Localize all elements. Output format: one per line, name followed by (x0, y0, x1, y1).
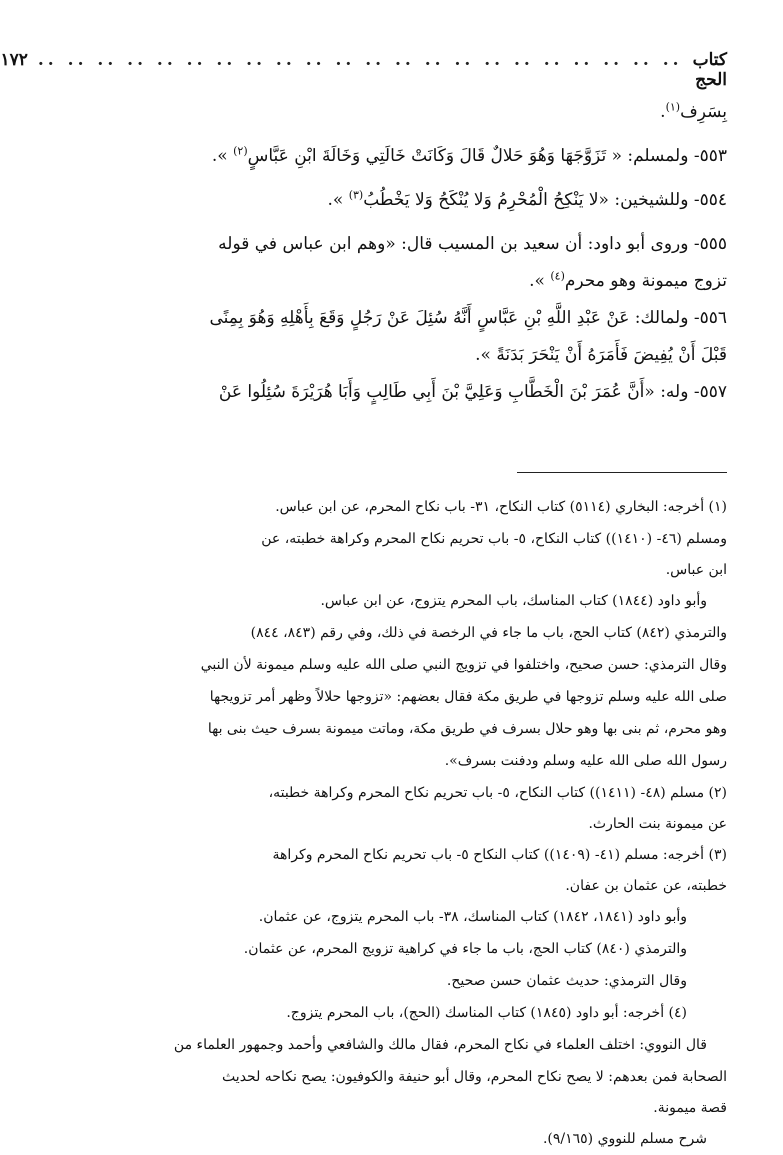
footnote-line: الصحابة فمن بعدهم: لا يصح نكاح المحرم، وقال أبو حنيفة والكوفيون: يصح نكاحه لحديث (222, 1069, 727, 1085)
footnote-line: عن ميمونة بنت الحارث. (588, 816, 727, 832)
footnote-line: قال النووي: اختلف العلماء في نكاح المحرم، فقال مالك والشافعي وأحمد وجمهور العلماء من (173, 1037, 707, 1053)
hadith-555-cont: تزوج ميمونة وهو محرم$^{(٤)}$ ». (529, 269, 727, 291)
footnote-line: ابن عباس. (665, 562, 727, 578)
footnote-4: (٤) أخرجه: أبو داود (١٨٤٥) كتاب المناسك (الحج)، باب المحرم يتزوج. (286, 1005, 687, 1021)
footnote-separator (517, 472, 727, 473)
footnote-line: والترمذي (٨٤٠) كتاب الحج، باب ما جاء في كراهية تزويج المحرم، عن عثمان. (243, 941, 687, 957)
footnote-line: وقال الترمذي: حديث عثمان حسن صحيح. (446, 973, 687, 989)
footnote-line: وقال الترمذي: حسن صحيح، واختلفوا في تزويج النبي صلى الله عليه وسلم ميمونة لأن النبي (200, 657, 727, 673)
footnote-ref: (٣) (348, 188, 364, 202)
hadith-553: ٥٥٣- ولمسلم: « تَزَوَّجَهَا وَهُوَ حَلالٌ قَالَ وَكَانَتْ خَالَتِي وَخَالَةَ ابْنِ عَبَّاسٍ$^{(٢)}$ ». (211, 144, 727, 166)
footnote-line: وأبو داود (١٨٤١، ١٨٤٢) كتاب المناسك، ٣٨- باب المحرم يتزوج، عن عثمان. (258, 909, 687, 925)
main-text (107, 90, 727, 414)
footnote-ref: (٢) (233, 144, 248, 158)
footnote-1: (١) أخرجه: البخاري (٥١١٤) كتاب النكاح، ٣١- باب نكاح المحرم، عن ابن عباس. (275, 499, 727, 515)
footnote-line: رسول الله صلى الله عليه وسلم ودفنت بسرف». (444, 753, 727, 769)
footnote-line: ومسلم (٤٦- (١٤١٠)) كتاب النكاح، ٥- باب تحريم نكاح المحرم وكراهة خطبته، عن (261, 531, 727, 547)
footnote-line: وأبو داود (١٨٤٤) كتاب المناسك، باب المحرم يتزوج، عن ابن عباس. (320, 593, 707, 609)
running-header (0, 50, 727, 90)
footnote-line: وهو محرم، ثم بنى بها وهو حلال بسرف في طريق مكة، وماتت ميمونة بسرف حيث بنى بها (207, 721, 727, 737)
footnote-line: والترمذي (٨٤٢) كتاب الحج، باب ما جاء في الرخصة في ذلك، وفي رقم (٨٤٣، ٨٤٤) (250, 625, 727, 641)
hadith-554: ٥٥٤- وللشيخين: «لا يَنْكِحُ الْمُحْرِمُ وَلا يُنْكَحُ وَلا يَخْطُبُ$^{(٣)}$ ». (327, 188, 727, 210)
footnote-ref: (٤) (550, 269, 565, 283)
leader-dots: .. .. .. .. .. .. .. .. .. .. .. .. .. .. .. .. .. .. .. .. .. .. (37, 50, 683, 70)
book-page (0, 50, 727, 1155)
footnotes (107, 491, 727, 1155)
hadith-556-cont: قَبْلَ أَنْ يُفِيضَ فَأَمَرَهُ أَنْ يَنْحَرَ بَدَنَةً ». (475, 345, 727, 365)
hadith-556: ٥٥٦- ولمالك: عَنْ عَبْدِ اللَّهِ بْنِ عَبَّاسٍ أَنَّهُ سُئِلَ عَنْ رَجُلٍ وَقَعَ بِأَهْلِهِ وَهُوَ بِمِنًى (209, 308, 727, 328)
footnote-2: (٢) مسلم (٤٨- (١٤١١)) كتاب النكاح، ٥- باب تحريم نكاح المحرم وكراهة خطبته، (268, 785, 727, 801)
footnote-3: (٣) أخرجه: مسلم (٤١- (١٤٠٩)) كتاب النكاح ٥- باب تحريم نكاح المحرم وكراهة (272, 847, 727, 863)
text-line: بِسَرِف$^{(١)}$. (660, 100, 727, 122)
footnote-ref: (١) (665, 100, 681, 114)
page-number: ١٧٢ (0, 50, 28, 70)
footnote-line: شرح مسلم للنووي (٩/١٦٥). (542, 1131, 707, 1147)
footnote-line: خطبته، عن عثمان بن عفان. (565, 878, 727, 894)
footnote-line: قصة ميمونة. (653, 1100, 727, 1116)
footnote-line: صلى الله عليه وسلم تزوجها في طريق مكة فقال بعضهم: «تزوجها حلالاً وظهر أمر تزويجها (209, 689, 727, 705)
book-title: كتاب الحج (692, 50, 727, 90)
hadith-557: ٥٥٧- وله: «أَنَّ عُمَرَ بْنَ الْخَطَّابِ وَعَلِيَّ بْنَ أَبِي طَالِبٍ وَأَبَا هُرَيْرَةَ سُئِلُوا عَنْ (218, 382, 727, 402)
hadith-555: ٥٥٥- وروى أبو داود: أن سعيد بن المسيب قال: «وهم ابن عباس في قوله (218, 234, 727, 254)
